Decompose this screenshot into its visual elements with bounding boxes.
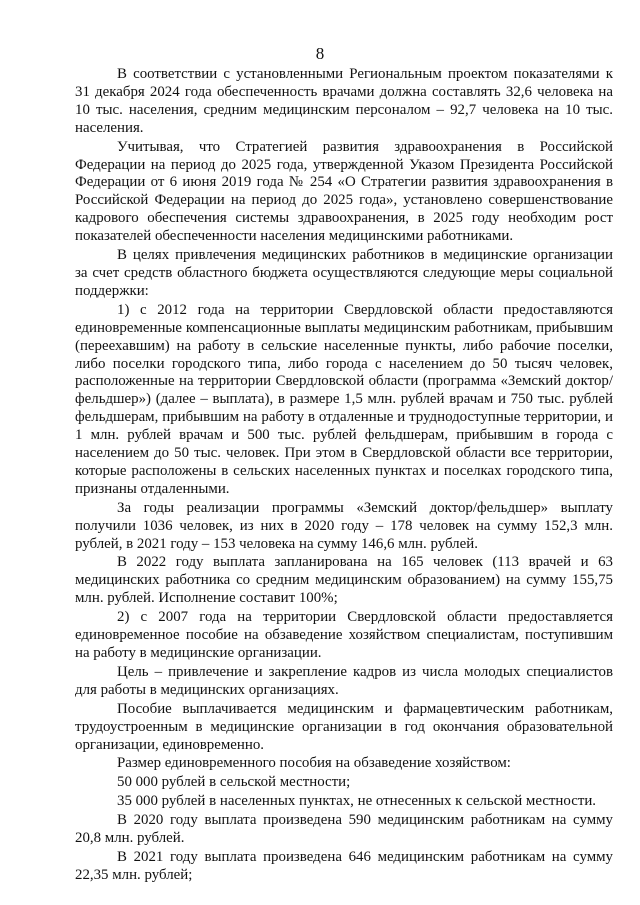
paragraph: 1) с 2012 года на территории Свердловской области предоставляются единовременные компенсационные выплаты медицинским работникам, прибывшим (переехавшим) на работу в сельские населенные пункты, либо рабочие поселки, либо поселки городского типа, либо города с населением до 50 тысяч человек, расположенные на территории Свердловской области (программа «Земский доктор/фельдшер») (далее – выплата), в размере 1,5 млн. рублей врачам и 750 тыс. рублей фельдшерам, прибывшим на работу в отдаленные и труднодоступные территории, и 1 млн. рублей врачам и 500 тыс. рублей фельдшерам, прибывшим в города с населением до 50 тыс. человек. При этом в Свердловской области все территории, которые расположены в сельских населенных пунктах и поселках городского типа, признаны отдаленными. (75, 301, 613, 497)
paragraph: Размер единовременного пособия на обзаведение хозяйством: (117, 755, 511, 772)
paragraph: 35 000 рублей в населенных пунктах, не отнесенных к сельской местности. (117, 793, 597, 810)
document-body (75, 66, 613, 886)
paragraph: В 2022 году выплата запланирована на 165 человек (113 врачей и 63 медицинских работника со средним медицинским образованием) на сумму 155,75 млн. рублей. Исполнение составит 100%; (75, 554, 613, 607)
paragraph: 2) с 2007 года на территории Свердловской области предоставляется единовременное пособие на обзаведение хозяйством специалистам, поступившим на работу в медицинские организации. (75, 609, 613, 661)
paragraph: Учитывая, что Стратегией развития здравоохранения в Российской Федерации на период до 2025 года, утвержденной Указом Президента Российской Федерации от 6 июня 2019 года № 254 «О Стратегии развития здравоохранения в Российской Федерации на период до 2025 года», установлено совершенствование кадрового обеспечения системы здравоохранения, в 2025 году необходим рост показателей обеспеченности населения медицинскими работниками. (75, 138, 613, 245)
paragraph: За годы реализации программы «Земский доктор/фельдшер» выплату получили 1036 человек, из них в 2020 году – 178 человек на сумму 152,3 млн. рублей, в 2021 году – 153 человека на сумму 146,6 млн. рублей. (75, 499, 613, 552)
paragraph: В 2020 году выплата произведена 590 медицинским работникам на сумму 20,8 млн. рублей. (75, 812, 613, 847)
paragraph: В соответствии с установленными Региональным проектом показателями к 31 декабря 2024 года обеспеченность врачами должна составлять 32,6 человека на 10 тыс. населения, средним медицинским персоналом – 92,7 человека на 10 тыс. населения. (75, 66, 613, 136)
paragraph: 50 000 рублей в сельской местности; (117, 774, 351, 791)
page-number: 8 (315, 44, 325, 63)
paragraph: В 2021 году выплата произведена 646 медицинским работникам на сумму 22,35 млн. рублей; (75, 848, 613, 883)
paragraph: В целях привлечения медицинских работников в медицинские организации за счет средств областного бюджета осуществляются следующие меры социальной поддержки: (75, 247, 613, 299)
paragraph: Пособие выплачивается медицинским и фармацевтическим работникам, трудоустроенным в медицинские организации в год окончания образовательной организации, единовременно. (75, 700, 613, 753)
paragraph: Цель – привлечение и закрепление кадров из числа молодых специалистов для работы в медицинских организациях. (75, 663, 613, 698)
